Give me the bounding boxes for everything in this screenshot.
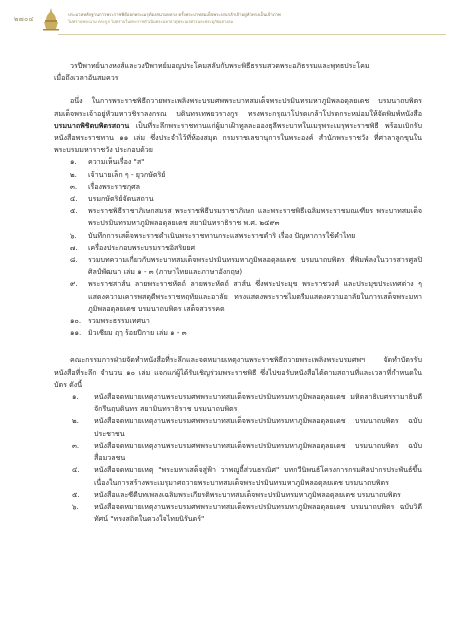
list-item-number: ๖. [72,501,79,511]
list-item-text: หนังสือจดหมายเหตุงานพระบรมศพพระบาทสมเด็จพระปรมินทรมหาภูมิพลอดุลยเดช บรมนาถบพิตร ฉบับประชาชน [94,416,422,438]
paragraph-2-text-b: เป็นที่ระลึกพระราชทานแก่ผู้มาเฝ้าทูลละอองธุลีพระบาทในเมรุพระเมรุพระราชพิธี พร้อมเบิกรับหนังสือพระราชทาน ๑๑ เล่ม ซึ่งประจำไว้ที่ห้องสมุด กรมราชเลขานุการในพระองค์ สำนักพระราชวัง ที่ศาลาลูกขุนในพระบรมมหาราชวัง ประกอบด้วย [54,120,422,155]
book-list [54,156,422,339]
list-item-text: รวมพระธรรมเทศนา [88,316,150,326]
list-item-number: ๓. [70,181,78,191]
document-body [54,60,422,525]
page-header [14,6,446,32]
list-item [54,254,422,278]
header-text [68,13,281,25]
header-title: ประมวลหลักฐานการพระราชพิธีออกพระเมรุท้องสนามหลวง ครั้งพระบาทสมเด็จพระปกเกล้าเจ้าอยู่หัวทรงเป็นเจ้าภาพ [68,13,281,18]
list-item-number: ๔. [72,465,80,475]
list-item-number: ๕. [72,489,80,499]
list-item [54,464,422,488]
list-item [54,181,422,193]
list-item-text: เครื่องประกอบพระบรมราชอิสริยยศ [88,242,195,252]
list-item-text: หนังสือจดหมายเหตุงานพระบรมศพพระบาทสมเด็จพระปรมินทรมหาภูมิพลอดุลยเดช บรมนาถบพิตร ฉบับวิดีทัศน์ "ทรงสถิตในดวงใจไทยนิรันดร์" [94,501,422,524]
list-item-text: หนังสือจดหมายเหตุงานพระบรมศพพระบาทสมเด็จพระปรมินทรมหาภูมิพลอดุลยเดช บรมนาถบพิตร ฉบับสื่อมวลชน [94,440,422,463]
paragraph-2 [54,95,422,156]
list-item-number: ๔. [70,194,78,204]
intro-line-1: วรปีพาทย์นางหงส์และวงปีพาทย์มอญประโคมสลับกับพระพิธีธรรมสวดพระอภิธรรมและพุทธประโคม [70,61,370,70]
list-item-text: พระราชสาส์น ลายพระราชหัตถ์ ลายพระหัตถ์ สาส์น ซึ่งพระประมุข พระราชวงศ์ และประมุขประเทศต่าง ๆ แสดงความเคารพสดุดีพระราชหฤทัยและอาลัย ทรงแสดงพระราชไมตรีมแสดงความอาลัยในการเสด็จพระมหาภูมิพลอดุลยเดช บรมนาถบพิตร เสด็จสวรรคต [88,279,422,313]
list-item [54,193,422,205]
royal-emblem-icon [40,7,62,31]
list-item-text: หนังสือจดหมายเหตุงานพระบรมศพพระบาทสมเด็จพระปรมินทรมหาภูมิพลอดุลยเดช มหิตลาธิเบศรรามาธิบดี จักรีนฤบดินทร สยามินทราธิราช บรมนาถบพิตร [94,392,422,414]
list-item [54,440,422,464]
list-item-number: ๙. [70,279,78,289]
list-item [54,278,422,315]
paragraph-2-text-a: อนึ่ง ในการพระราชพิธีถวายพระเพลิงพระบรมศพพระบาทสมเด็จพระปรมินทรมหาภูมิพลอดุลยเดช บรมนาถบพิตร สมเด็จพระเจ้าอยู่หัวมหาวชิราลงกรณ บดินทรเทพยวรางกูร ทรงพระกรุณาโปรดเกล้าโปรดกระหม่อมให้จัดพิมพ์หนังสือ [54,96,422,118]
intro-line-2: เมื่อถึงเวลาอันสมควร [54,73,119,83]
list-item-text: รวมบทความเกี่ยวกับพระบาทสมเด็จพระปรมินทรมหาภูมิพลอดุลยเดช บรมนาถบพิตร ที่พิมพ์ลงในวารสารศูลปิศิลป์พัฒนา เล่ม ๑ - ๓ (ภาษาไทยและภาษาอังกฤษ) [88,255,422,277]
list-item [54,242,422,254]
list-item-number: ๘. [70,255,78,265]
list-item-text: หนังสือจดหมายเหตุ "พระมหาเสด็จสู่ฟ้า วาพญูถี้ส่วนธรณิศ" บทกวีนิพนธ์โครงการกรมศิลปากรประพันธ์ขึ้นเนื่องในการสร้างพระเมรุมาศถวายพระบาทสมเด็จพระปรมินทรมหาภูมิพลอดุลยเดช บรมนาถบพิตร [94,465,422,487]
list-item-number: ๑. [70,157,77,167]
page-number: ๒๗๐๔ [14,15,35,23]
list-item [54,501,422,525]
list-item-text: พระราชพิธีราชาภิเษกสมรส พระราชพิธีบรมราชาภิเษก และพระราชพิธีเฉลิมพระราชมณเฑียร พระบาทสมเด็จพระปรมินทรมหาภูมิพลอดุลยเดช สยามินทราธิราช พ.ศ. ๒๔๙๓ [88,206,422,228]
list-item-number: ๑๐. [70,316,82,326]
header-divider [58,34,446,35]
list-item [54,489,422,501]
list-item-number: ๕. [70,206,78,216]
list-item-text: หนังสือและซีดีบทเพลงเฉลิมพระเกียรติพระบาทสมเด็จพระปรมินทรมหาภูมิพลอดุลยเดช บรมนาถบพิตร [94,489,401,499]
list-item-number: ๖. [70,230,77,240]
list-item [54,205,422,229]
list-item [54,315,422,327]
book-title-bold: บรมนาถพิชิตบพิตรสถาน [54,120,130,130]
commemorative-book-list [54,391,422,525]
list-item [54,230,422,242]
list-item-number: ๒. [72,416,79,426]
list-item-text: มิวเซียม ฤๅ ร้อยปีกาย เล่ม ๑ - ๓ [88,328,187,338]
header-subtitle: ไม่ทราบพระนาม ตระกูล ไม่ทราบในพระราชดำเนินพระมหาธาตุพระนเรศวรและพระอุภัยอย่างลม [68,19,234,24]
list-item [54,156,422,168]
list-item-text: บันทึกการเสด็จพระราชดำเนินพระราชทานกระแสพระราชดำริ เรื่อง ปัญหาการใช้คำไทย [88,230,356,240]
list-item-text: เรื่องพระราชกุศล [88,181,141,191]
list-item-text: ความเห็นเรื่อง "ส" [88,157,145,167]
list-item-number: ๗. [70,242,78,252]
list-item [54,327,422,339]
list-item [54,391,422,415]
list-item-number: ๒. [70,169,77,179]
list-item [54,169,422,181]
list-item-number: ๑๑. [70,328,82,338]
list-item [54,415,422,439]
list-item-number: ๓. [72,440,80,450]
list-item-text: เจ้านายเล็ก ๆ - ยุวกษัตริย์ [88,169,166,179]
list-item-text: บรมกษัตริย์จัดนสถาน [88,194,154,204]
list-item-number: ๑. [72,392,79,402]
paragraph-3: คณะกรรมการฝ่ายจัดทำหนังสือที่ระลึกและจดหมายเหตุงานพระราชพิธีถวายพระเพลิงพระบรมศพฯ จัดทำบัตรรับหนังสือที่ระลึก จำนวน ๑๐ เล่ม แจกแก่ผู้ได้รับเชิญร่วมพระราชพิธี ซึ่งไปขอรับหนังสือได้ตามสถานที่และเวลาที่กำหนดในบัตร ดังนี้ [54,355,422,389]
